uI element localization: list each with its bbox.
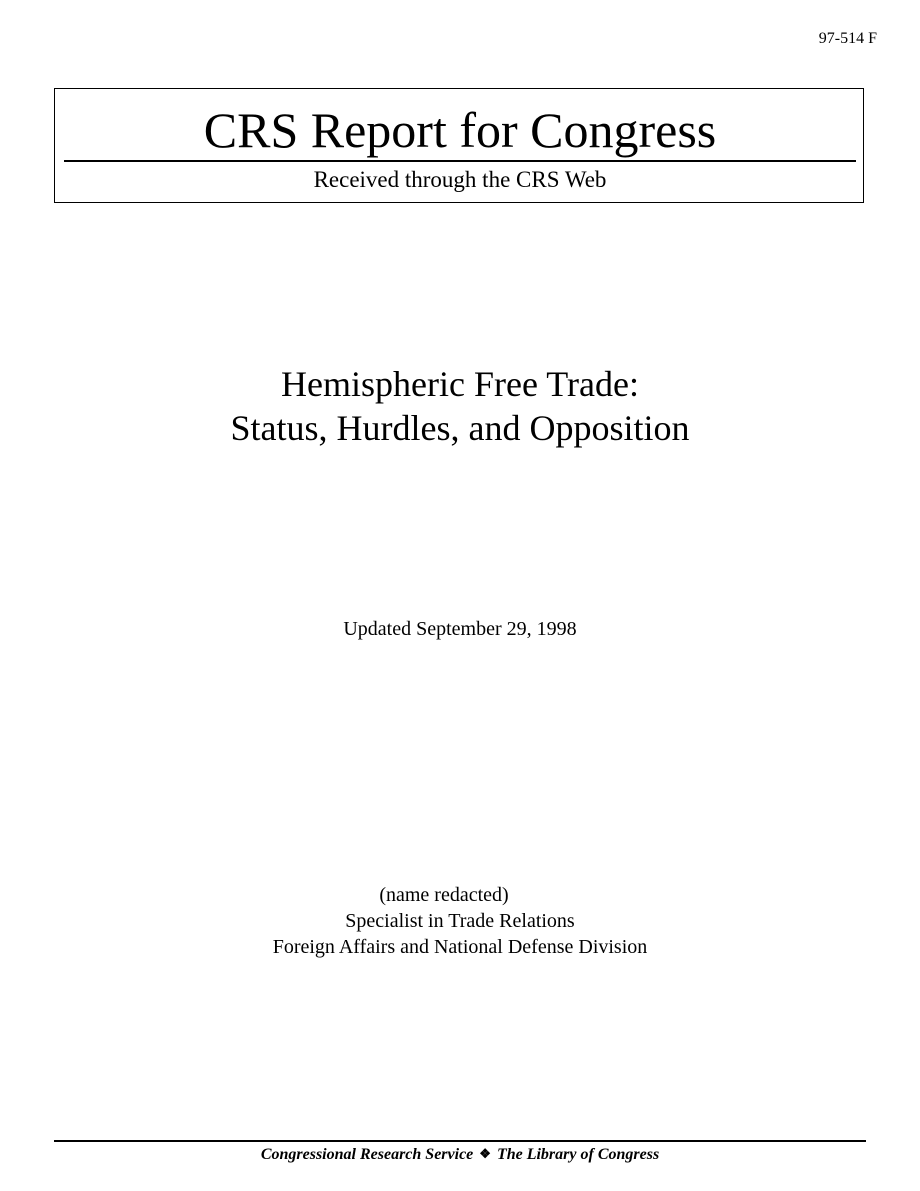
author-name: (name redacted) [379, 884, 509, 906]
updated-date: Updated September 29, 1998 [343, 618, 577, 640]
report-number: 97-514 F [818, 30, 877, 47]
header-divider [64, 160, 856, 162]
four-petal-diamond-icon: ❖ [479, 1146, 491, 1161]
report-header-subtitle: Received through the CRS Web [313, 167, 607, 192]
author-division: Foreign Affairs and National Defense Division [272, 936, 648, 958]
document-title-line-1: Hemispheric Free Trade: [281, 364, 639, 404]
footer [0, 1144, 920, 1165]
footer-library: The Library of Congress [496, 1146, 660, 1163]
author-block [0, 882, 920, 960]
footer-crs: Congressional Research Service [260, 1146, 474, 1163]
report-header-title: CRS Report for Congress [203, 102, 717, 158]
footer-divider [54, 1140, 866, 1142]
document-title-line-2: Status, Hurdles, and Opposition [230, 408, 690, 448]
author-role: Specialist in Trade Relations [345, 910, 575, 932]
document-title [0, 362, 920, 450]
